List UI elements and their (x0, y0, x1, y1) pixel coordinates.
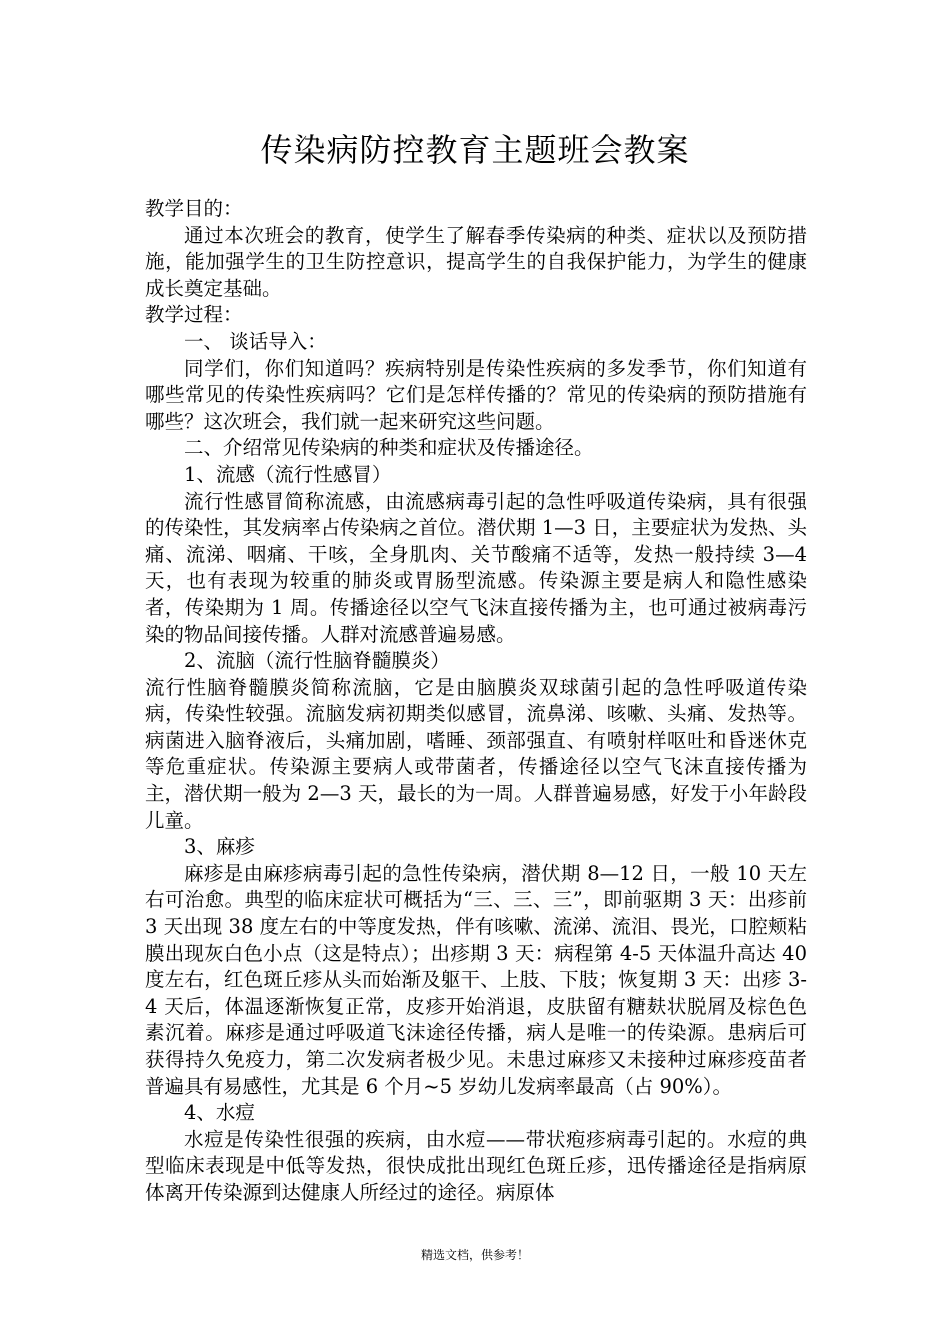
document-body (145, 196, 807, 1207)
section-heading: 2、流脑（流行性脑脊髓膜炎） (184, 649, 450, 673)
document-title: 传染病防控教育主题班会教案 (260, 131, 690, 169)
paragraph: 教学目的： (145, 197, 243, 220)
paragraph: 教学过程： (145, 303, 243, 327)
paragraph: 水痘是传染性很强的疾病，由水痘——带状疱疹病毒引起的。水痘的典型临床表现是中低等发热，很快成批出现红色斑丘疹，迅传播途径是指病原体离开传染源到达健康人所经过的途径。病原体 (145, 1127, 807, 1204)
paragraph: 同学们，你们知道吗？疾病特别是传染性疾病的多发季节，你们知道有哪些常见的传染性疾病吗？它们是怎样传播的？常见的传染病的预防措施有哪些？这次班会，我们就一起来研究这些问题。 (145, 356, 807, 433)
paragraph: 流行性脑脊髓膜炎简称流脑，它是由脑膜炎双球菌引起的急性呼吸道传染病，传染性较强。流脑发病初期类似感冒，流鼻涕、咳嗽、头痛、发热等。病菌进入脑脊液后，头痛加剧，嗜睡、颈部强直、有喷射样呕吐和昏迷休克等危重症状。传染源主要病人或带菌者，传播途径以空气飞沫直接传播为主，潜伏期一般为 2—3 天，最长的为一周。人群普遍易感，好发于小年龄段儿童。 (145, 675, 807, 832)
paragraph: 一、 谈话导入： (184, 329, 327, 353)
paragraph: 二、介绍常见传染病的种类和症状及传播途径。 (184, 436, 594, 460)
section-heading: 4、水痘 (184, 1101, 255, 1125)
section-heading: 3、麻疹 (184, 835, 255, 859)
page-footer: 精选文档，供参考！ (420, 1248, 529, 1262)
paragraph: 通过本次班会的教育，使学生了解春季传染病的种类、症状以及预防措施，能加强学生的卫生防控意识，提高学生的自我保护能力，为学生的健康成长奠定基础。 (145, 223, 807, 300)
paragraph: 麻疹是由麻疹病毒引起的急性传染病，潜伏期 8—12 日，一般 10 天左右可治愈。典型的临床症状可概括为“三、三、三”，即前驱期 3 天：出疹前 3 天出现 38 度左右的中等度发热，伴有咳嗽、流涕、流泪、畏光，口腔颊粘膜出现灰白色小点（这是特点）；出疹期 3 天：病程第 4-5 天体温升高达 40 度左右，红色斑丘疹从头而始渐及躯干、上肢、下肢；恢复期 3 天：出疹 3-4 天后，体温逐渐恢复正常，皮疹开始消退，皮肤留有糖麸状脱屑及棕色色素沉着。麻疹是通过呼吸道飞沫途径传播，病人是唯一的传染源。患病后可获得持久免疫力，第二次发病者极少见。未患过麻疹又未接种过麻疹疫苗者普遍具有易感性，尤其是 6 个月~5 岁幼儿发病率最高（占 90%）。 (145, 861, 807, 1098)
paragraph: 流行性感冒简称流感，由流感病毒引起的急性呼吸道传染病，具有很强的传染性，其发病率占传染病之首位。潜伏期 1—3 日，主要症状为发热、头痛、流涕、咽痛、干咳，全身肌肉、关节酸痛不适等，发热一般持续 3—4 天，也有表现为较重的肺炎或胃肠型流感。传染源主要是病人和隐性感染者，传染期为 1 周。传播途径以空气飞沫直接传播为主，也可通过被病毒污染的物品间接传播。人群对流感普遍易感。 (145, 489, 807, 646)
section-heading: 1、流感（流行性感冒） (184, 462, 392, 486)
